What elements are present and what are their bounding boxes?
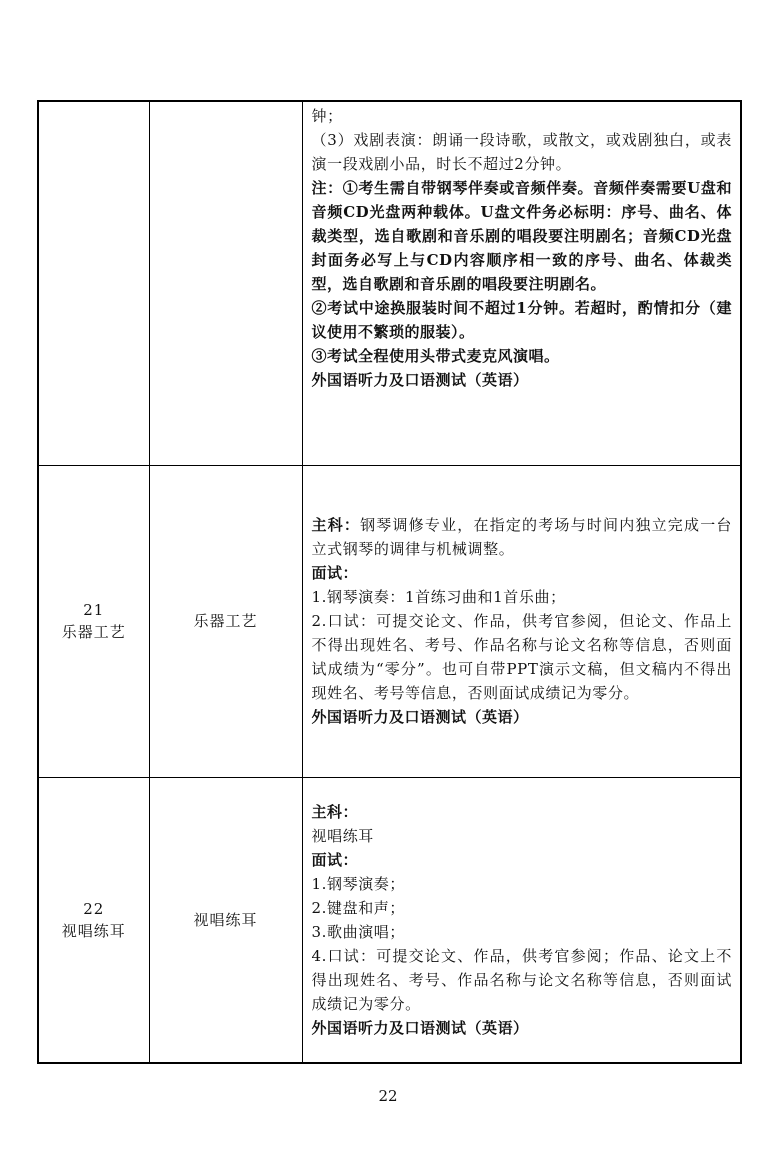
major-name: 视唱练耳 — [193, 910, 258, 929]
content-line: 1.钢琴演奏：1首练习曲和1首乐曲； — [311, 588, 566, 606]
exam-requirements-table — [37, 100, 742, 1064]
table-row — [38, 465, 741, 777]
major-name-cell — [149, 777, 302, 1063]
major-category: 乐器工艺 — [61, 623, 126, 641]
content-line: 视唱练耳 — [311, 826, 374, 845]
foreign-language-test: 外国语听力及口语测试（英语） — [311, 1018, 529, 1037]
content-line: （3）戏剧表演：朗诵一段诗歌，或散文，或戏剧独白，或表演一段戏剧小品，时长不超过2分钟。 — [311, 131, 732, 173]
foreign-language-test: 外国语听力及口语测试（英语） — [311, 708, 529, 726]
major-name-cell — [149, 465, 302, 777]
main-subject-text: 钢琴调修专业，在指定的考场与时间内独立完成一台立式钢琴的调律与机械调整。 — [311, 516, 732, 558]
major-category: 视唱练耳 — [61, 921, 126, 940]
interview-label: 面试： — [311, 564, 359, 582]
major-number-cell — [38, 465, 149, 777]
content-line: 2.口试：可提交论文、作品，供考官参阅，但论文、作品上不得出现姓名、考号、作品名称与论文名称等信息，否则面试成绩为“零分”。也可自带PPT演示文稿，但文稿内不得出现姓名、考号等信息，否则面试成绩记为零分。 — [311, 612, 732, 702]
main-subject-line — [312, 513, 733, 561]
major-number: 22 — [83, 899, 105, 918]
table-row — [38, 777, 741, 1063]
page-number: 22 — [378, 1087, 398, 1105]
note-line: ②考试中途换服装时间不超过1分钟。若超时，酌情扣分（建议使用不繁琐的服装）。 — [311, 299, 732, 341]
major-number-cell — [38, 777, 149, 1063]
main-subject-label: 主科： — [311, 802, 359, 821]
exam-content-cell — [302, 101, 741, 465]
major-name: 乐器工艺 — [193, 612, 258, 630]
major-name-cell — [149, 101, 302, 465]
note-line: ③考试全程使用头带式麦克风演唱。 — [311, 347, 560, 365]
foreign-language-test: 外国语听力及口语测试（英语） — [311, 371, 529, 389]
exam-content-cell — [302, 777, 741, 1063]
content-line: 3.歌曲演唱； — [311, 922, 406, 941]
content-line: 2.键盘和声； — [311, 898, 406, 917]
exam-content-cell — [302, 465, 741, 777]
main-subject-label: 主科： — [311, 516, 361, 534]
content-line: 4.口试：可提交论文、作品，供考官参阅；作品、论文上不得出现姓名、考号、作品名称与论文名称等信息，否则面试成绩记为零分。 — [311, 946, 732, 1013]
content-line: 钟； — [311, 107, 343, 125]
note-line: 注：①考生需自带钢琴伴奏或音频伴奏。音频伴奏需要U盘和音频CD光盘两种载体。U盘文件务必标明：序号、曲名、体裁类型，选自歌剧和音乐剧的唱段要注明剧名；音频CD光盘封面务必写上与CD内容顺序相一致的序号、曲名、体裁类型，选自歌剧和音乐剧的唱段要注明剧名。 — [311, 179, 732, 293]
major-number-cell — [38, 101, 149, 465]
interview-label: 面试： — [311, 850, 359, 869]
table-row — [38, 101, 741, 465]
content-line: 1.钢琴演奏； — [311, 874, 406, 893]
major-number: 21 — [83, 601, 105, 619]
